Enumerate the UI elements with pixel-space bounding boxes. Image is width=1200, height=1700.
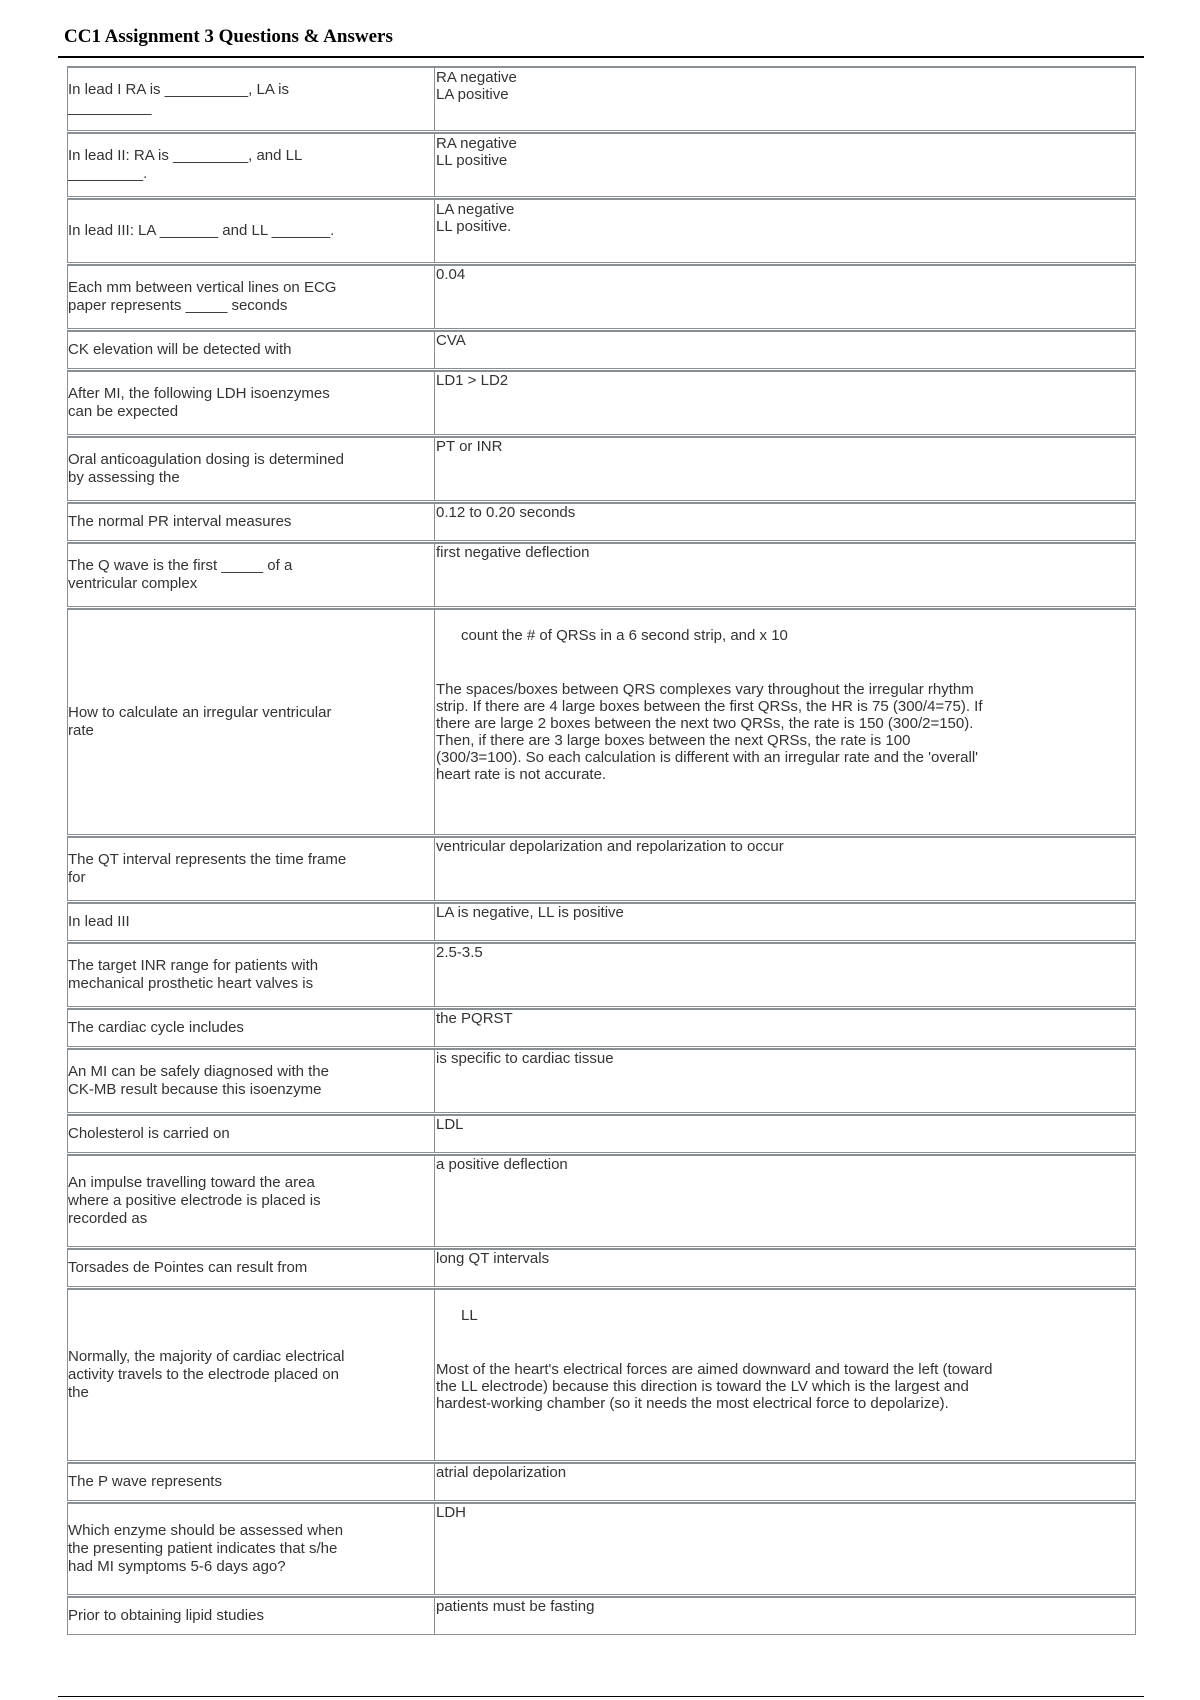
answer-text: 0.12 to 0.20 seconds	[436, 504, 576, 521]
answer-explanation: Most of the heart's electrical forces are aimed downward and toward the left (toward the LL electrode) because this direction is toward the LV which is the largest and hardest-working chamber (so it needs the most electrical force to depolarize).	[436, 1361, 993, 1412]
answer-text: atrial depolarization	[436, 1464, 567, 1481]
table-row	[67, 1154, 1136, 1247]
table-row	[67, 370, 1136, 435]
question-text: CK elevation will be detected with	[68, 341, 292, 358]
question-text: Prior to obtaining lipid studies	[68, 1607, 264, 1624]
question-text: The target INR range for patients with mechanical prosthetic heart valves is	[68, 957, 319, 992]
question-text: The P wave represents	[68, 1473, 222, 1490]
question-text: In lead I RA is __________, LA is __________	[68, 81, 289, 116]
table-row	[67, 1008, 1136, 1047]
answer-text: RA negative LA positive	[436, 69, 517, 103]
table-row	[67, 836, 1136, 901]
table-row	[67, 330, 1136, 369]
answer-text: LD1 > LD2	[436, 372, 509, 389]
question-text: After MI, the following LDH isoenzymes can be expected	[68, 385, 330, 420]
table-row	[67, 942, 1136, 1007]
answer-text: LDL	[436, 1116, 464, 1133]
table-row	[67, 132, 1136, 197]
answer-text: first negative deflection	[436, 544, 590, 561]
table-row	[67, 502, 1136, 541]
question-text: The normal PR interval measures	[68, 513, 292, 530]
answer-explanation: The spaces/boxes between QRS complexes vary throughout the irregular rhythm strip. If there are 4 large boxes between the first QRSs, the HR is 75 (300/4=75). If there are large 2 boxes between the next two QRSs, the rate is 150 (300/2=150). Then, if there are 3 large boxes between the next QRSs, the rate is 100 (300/3=100). So each calculation is different with an irregular rate and the 'overall' heart rate is not accurate.	[436, 681, 983, 783]
table-row	[67, 1502, 1136, 1595]
table-row	[67, 1248, 1136, 1287]
table-row	[67, 1288, 1136, 1461]
question-text: Which enzyme should be assessed when the presenting patient indicates that s/he had MI symptoms 5-6 days ago?	[68, 1522, 344, 1575]
table-row	[67, 902, 1136, 941]
answer-text: LL	[461, 1307, 478, 1324]
answer-text: PT or INR	[436, 438, 503, 455]
question-text: In lead II: RA is _________, and LL _________.	[68, 147, 303, 182]
question-text: An impulse travelling toward the area where a positive electrode is placed is recorded as	[68, 1174, 321, 1227]
table-row	[67, 264, 1136, 329]
answer-text: patients must be fasting	[436, 1598, 595, 1615]
answer-text: a positive deflection	[436, 1156, 568, 1173]
question-text: Normally, the majority of cardiac electrical activity travels to the electrode placed on the	[68, 1348, 345, 1401]
qa-table	[67, 66, 1136, 1636]
table-row	[67, 436, 1136, 501]
question-text: Cholesterol is carried on	[68, 1125, 230, 1142]
answer-text: 2.5-3.5	[436, 944, 483, 961]
table-row	[67, 1114, 1136, 1153]
table-row	[67, 542, 1136, 607]
answer-text: LA negative LL positive.	[436, 201, 515, 235]
table-row	[67, 608, 1136, 835]
answer-cell	[436, 1290, 1066, 1446]
question-text: How to calculate an irregular ventricular rate	[68, 704, 332, 739]
answer-text: ventricular depolarization and repolarization to occur	[436, 838, 784, 855]
answer-text: is specific to cardiac tissue	[436, 1050, 614, 1067]
question-text: An MI can be safely diagnosed with the CK-MB result because this isoenzyme	[68, 1063, 329, 1098]
document-title: CC1 Assignment 3 Questions & Answers	[64, 26, 393, 47]
answer-text: LA is negative, LL is positive	[436, 904, 624, 921]
table-row	[67, 198, 1136, 263]
question-text: The QT interval represents the time frame for	[68, 851, 347, 886]
question-text: Each mm between vertical lines on ECG paper represents _____ seconds	[68, 279, 337, 314]
answer-text: LDH	[436, 1504, 467, 1521]
question-text: The Q wave is the first _____ of a ventricular complex	[68, 557, 293, 592]
footer-rule	[58, 1696, 1144, 1697]
table-row	[67, 1048, 1136, 1113]
question-text: In lead III: LA _______ and LL _______.	[68, 222, 335, 239]
question-text: In lead III	[68, 913, 130, 930]
question-text: Torsades de Pointes can result from	[68, 1259, 308, 1276]
answer-text: RA negative LL positive	[436, 135, 517, 169]
table-row	[67, 1462, 1136, 1501]
answer-text: 0.04	[436, 266, 466, 283]
title-rule	[58, 56, 1144, 58]
answer-text: count the # of QRSs in a 6 second strip, and x 10	[461, 627, 788, 644]
answer-text: long QT intervals	[436, 1250, 550, 1267]
answer-text: the PQRST	[436, 1010, 513, 1027]
question-text: The cardiac cycle includes	[68, 1019, 244, 1036]
table-row	[67, 1596, 1136, 1635]
table-row	[67, 66, 1136, 131]
question-text: Oral anticoagulation dosing is determined by assessing the	[68, 451, 344, 486]
answer-text: CVA	[436, 332, 466, 349]
answer-cell	[436, 610, 1066, 817]
